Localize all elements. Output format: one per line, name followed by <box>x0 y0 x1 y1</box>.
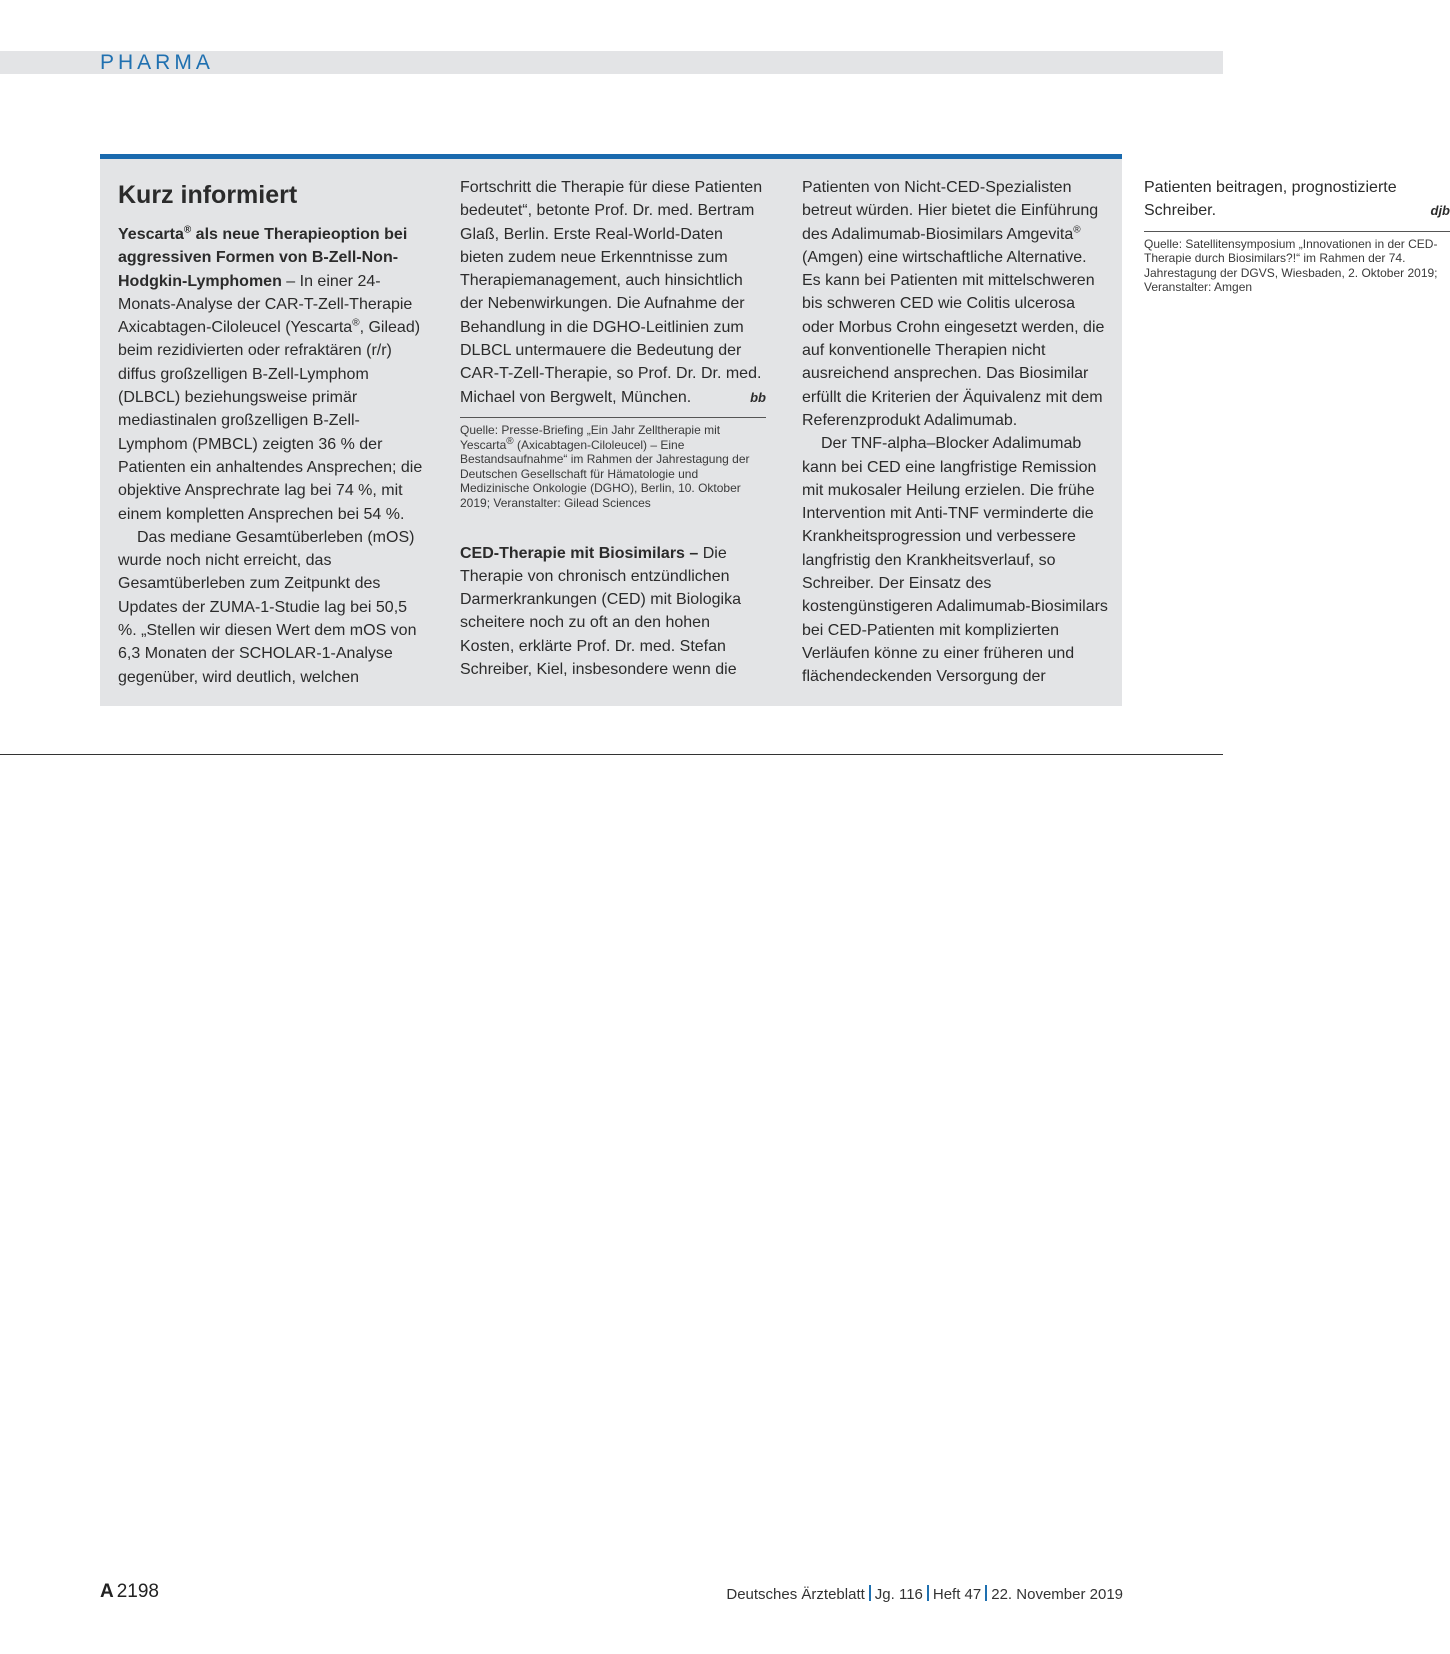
article1-source-b: (Axicabtagen-Ciloleucel) – Eine Bestandsaufnahme“ im Rahmen der Jahrestagung der Deutschen Gesellschaft für Hämatologie und Medizinische Onkologie (DGHO), Berlin, 10. Oktober 2019; Veranstalter: Gilead Sciences <box>460 437 750 510</box>
article1-lead-a: Yescarta <box>118 226 184 243</box>
article1-para2-text: Das mediane Gesamtüberleben (mOS) wurde noch nicht erreicht, das Gesamtüberleben zum Zeitpunkt des Updates der ZUMA-1-Studie lag bei 50,5 %. „Stellen wir diesen Wert dem mOS von 6,3 Monaten der SCHOLAR-1-Analyse gegenüber, wird deutlich, welchen Fortschritt die Therapie für diese Patienten bedeutet“, betonte Prof. Dr. med. Bertram Glaß, Berlin. Erste Real-World-Daten bieten zudem neue Erkenntnisse zum Therapiemanagement, auch hinsichtlich der Nebenwirkungen. Die Aufnahme der Behandlung in die DGHO-Leitlinien zum DLBCL untermauere die Bedeutung der CAR-T-Zell-Therapie, so Prof. Dr. Dr. med. Michael von Bergwelt, München. <box>118 179 763 686</box>
separator <box>869 1585 871 1601</box>
footer-info <box>726 1585 1123 1603</box>
article2-para2-text: Der TNF-alpha–Blocker Adalimumab kann bei CED eine langfristige Remission mit mukosaler Heilung erzielen. Die frühe Intervention mit Anti-TNF verminderte die Krankheitsprogression und verbessere langfristig den Krankheitsverlauf, so Schreiber. Der Einsatz des kostengünstigeren Adalimumab-Biosimilars bei CED-Patienten mit komplizierten Verläufen könne zu einer früheren und flächendeckenden Versorgung der Patienten beitragen, prognostizierte Schreiber. <box>802 179 1397 686</box>
article2-body-b: (Amgen) eine wirtschaftliche Alternative. Es kann bei Patienten mit mittelschweren bis schweren CED wie Colitis ulcerosa oder Morbus Crohn eingesetzt werden, die auf konventionelle Therapien nicht ausreichend ansprechen. Das Biosimilar erfüllt die Kriterien der Äquivalenz mit dem Referenzprodukt Adalimumab. <box>802 248 1105 429</box>
info-box <box>100 154 1450 706</box>
article-flow <box>118 176 1450 696</box>
article-spacer <box>460 511 766 542</box>
page-divider <box>0 754 1223 755</box>
registered-mark: ® <box>506 435 514 447</box>
registered-mark: ® <box>1073 224 1081 236</box>
article1-lead-b: als neue Therapieoption bei aggressiven Formen von B-Zell-Non-Hodgkin-Lymphomen <box>118 226 408 290</box>
article1-paragraph1 <box>118 223 424 526</box>
article1-source <box>460 417 766 511</box>
separator <box>927 1585 929 1601</box>
article1-signature: bb <box>750 389 766 405</box>
page-letter: A <box>100 1581 114 1602</box>
page-number <box>100 1581 159 1603</box>
separator <box>985 1585 987 1601</box>
volume: Jg. 116 <box>874 1586 923 1603</box>
registered-mark: ® <box>183 224 192 236</box>
issue: Heft 47 <box>932 1586 982 1603</box>
article2-source-text: Quelle: Satellitensymposium „Innovationen in der CED-Therapie durch Biosimilars?!“ im Rahmen der 74. Jahrestagung der DGVS, Wiesbaden, 2. Oktober 2019; Veranstalter: Amgen <box>1144 236 1438 295</box>
issue-date: 22. November 2019 <box>991 1586 1123 1603</box>
article1-body-b: , Gilead) beim rezidivierten oder refraktären (r/r) diffus großzelligen B-Zell-Lymphom (DLBCL) beziehungsweise primär mediastinalen großzelligen B-Zell-Lymphom (PMBCL) zeigten 36 % der Patienten ein anhaltendes Ansprechen; die objektive Ansprechrate lag bei 74 %, mit einem kompletten Ansprechen bei 54 %. <box>118 319 423 523</box>
article2-body-a: Die Therapie von chronisch entzündlichen Darmerkrankungen (CED) mit Biologika scheitere noch zu oft an den hohen Kosten, erklärte Prof. Dr. med. Stefan Schreiber, Kiel, insbesondere wenn die Patienten von Nicht-CED-Spezialisten betreut würden. Hier bietet die Einführung des Adalimumab-Biosimilars Amgevita <box>460 179 1099 679</box>
article2-signature: djb <box>1430 203 1450 219</box>
section-label: PHARMA <box>100 51 214 74</box>
article1-source-a: Quelle: Presse-Briefing „Ein Jahr Zelltherapie mit Yescarta <box>460 422 721 452</box>
page-number-value: 2198 <box>116 1581 160 1602</box>
article1-body-a: – In einer 24-Monats-Analyse der CAR-T-Zell-Therapie Axicabtagen-Ciloleucel (Yescarta <box>118 272 413 337</box>
article2-lead: CED-Therapie mit Biosimilars – <box>460 544 699 562</box>
article2-source <box>1144 231 1450 295</box>
journal-name: Deutsches Ärzteblatt <box>726 1586 865 1603</box>
box-title: Kurz informiert <box>118 181 298 209</box>
registered-mark: ® <box>352 317 360 329</box>
